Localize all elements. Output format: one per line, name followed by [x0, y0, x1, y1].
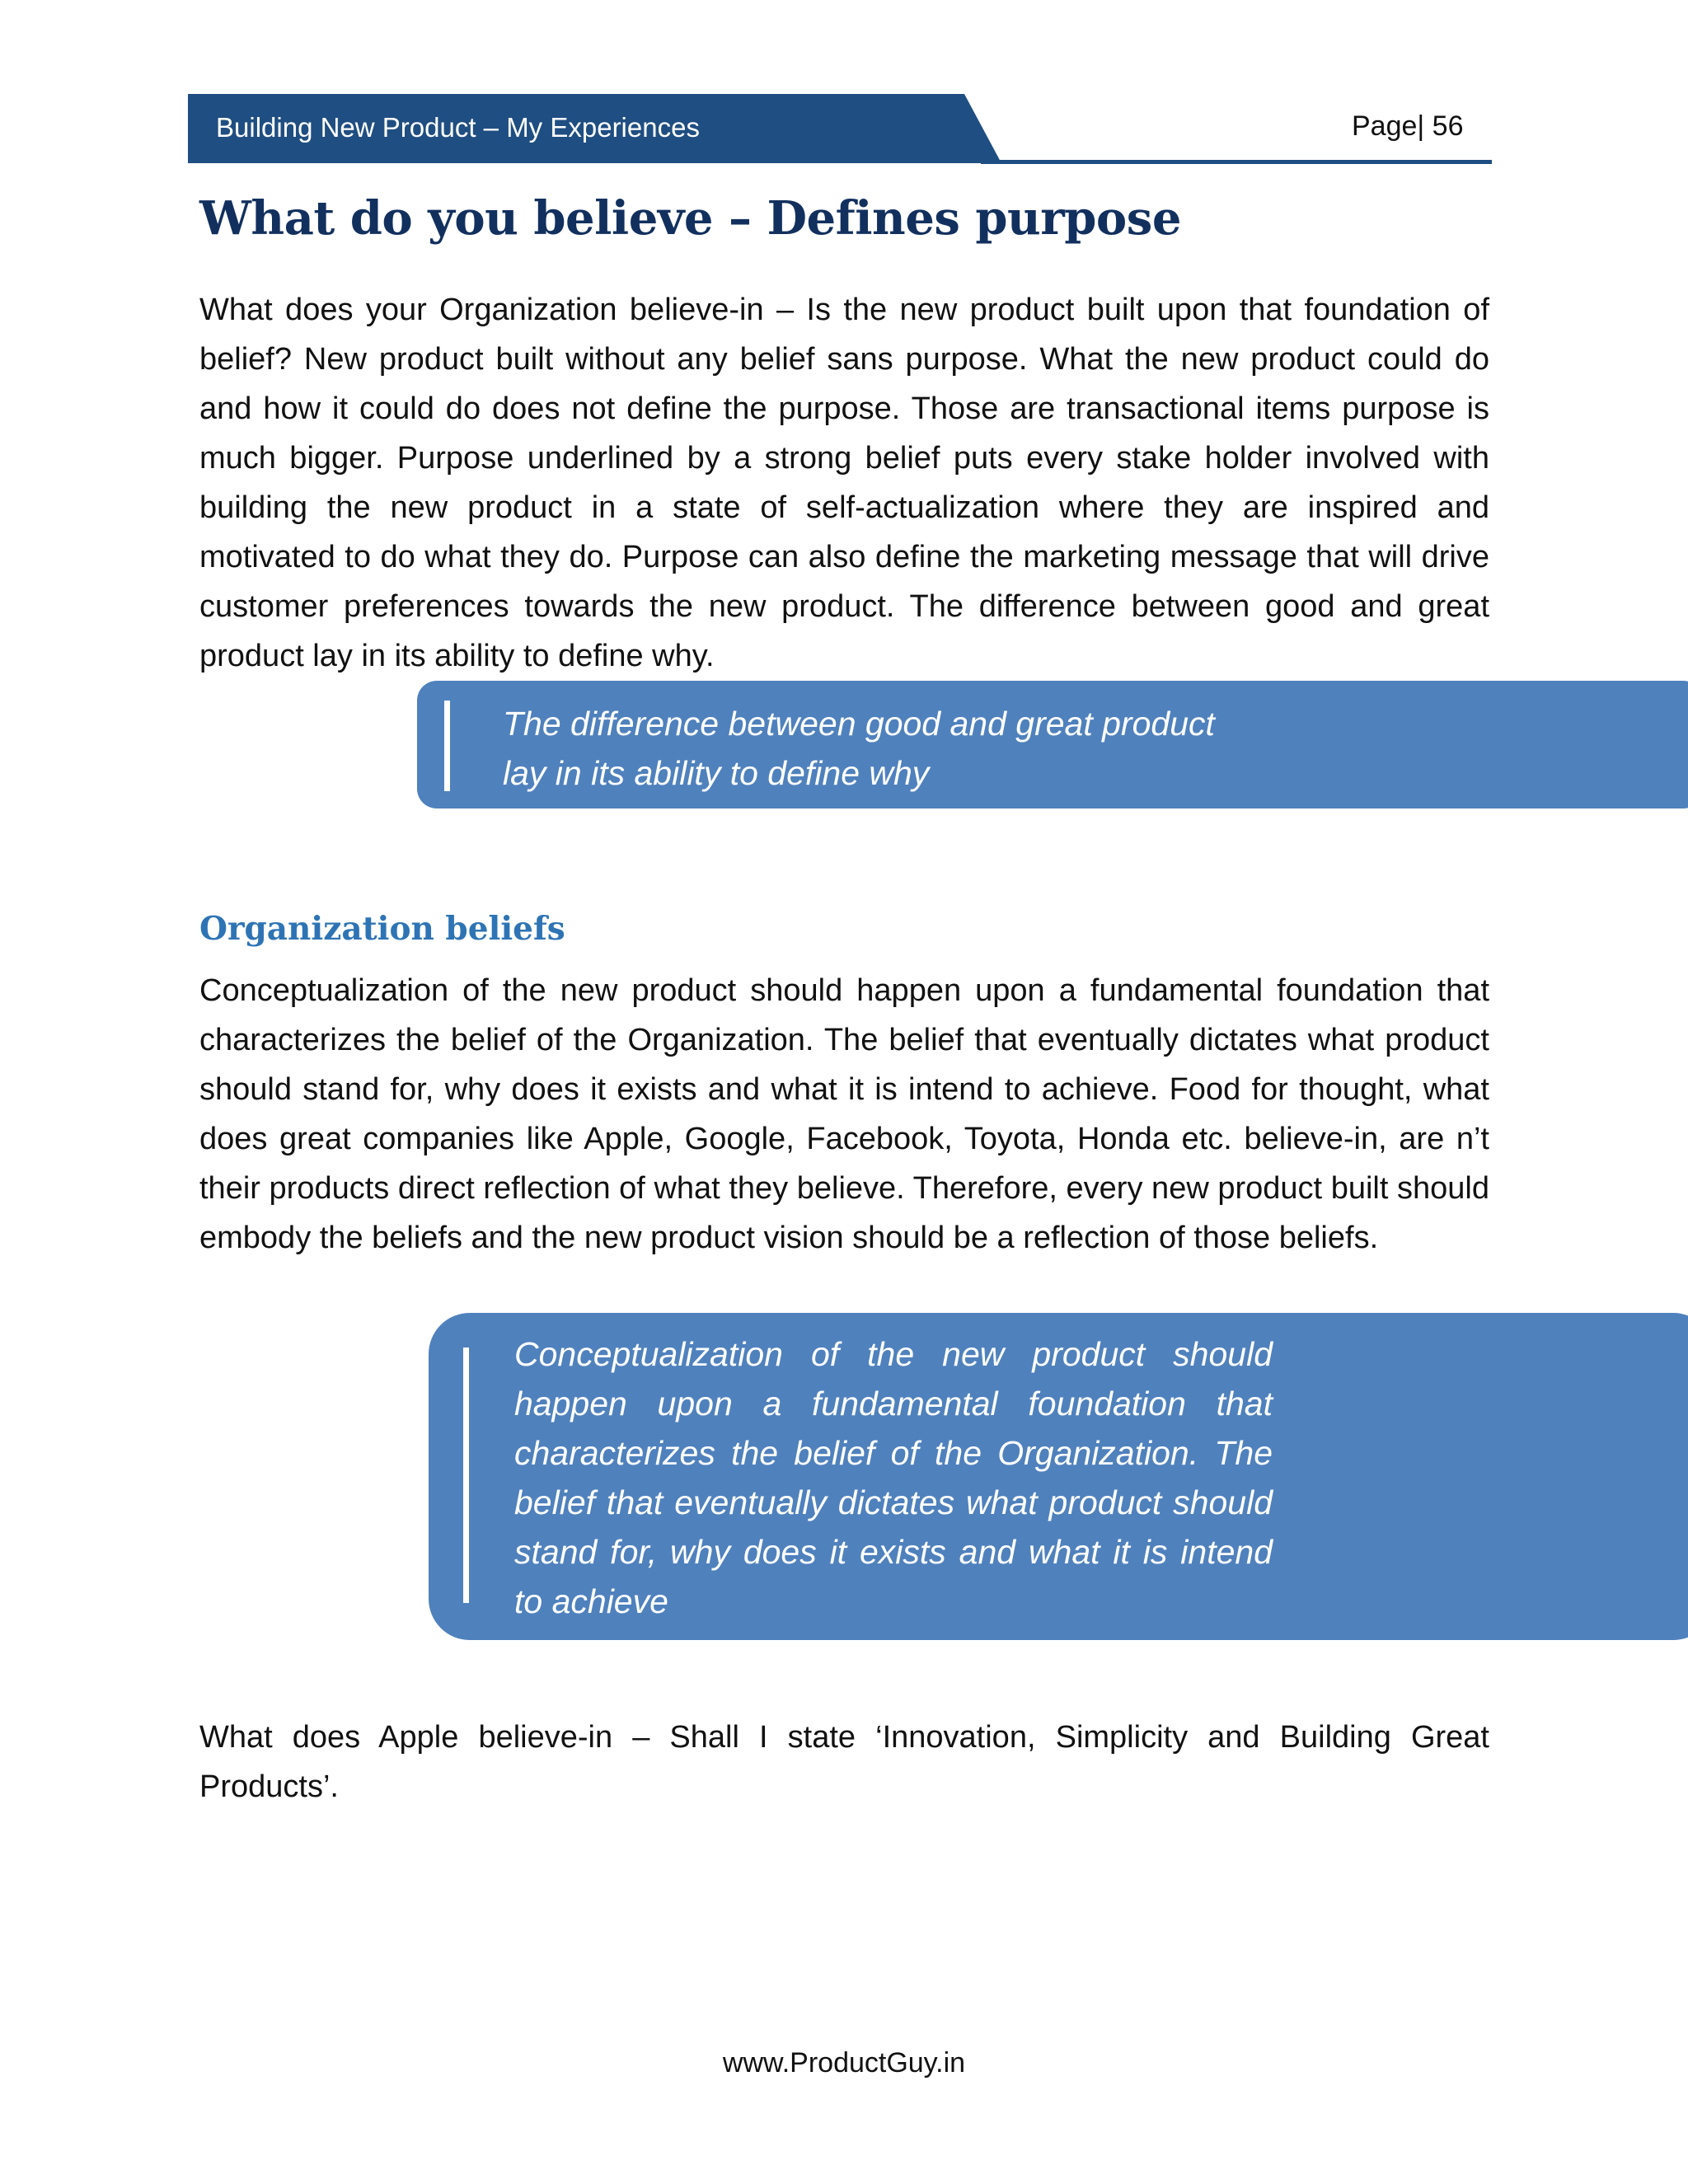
pull-quote [417, 681, 1688, 808]
pull-quote-line: lay in its ability to define why [503, 754, 930, 792]
pull-quote-text: Conceptualization of the new product should happen upon a fundamental foundation that characterizes the belief of the Organization. The belief that eventually dictates what product should stand for, why does it exists and what it is intend to achieve [514, 1335, 1273, 1620]
running-header-title: Building New Product – My Experiences [216, 112, 700, 143]
pull-quote-line: The difference between good and great product [503, 705, 1215, 743]
subsection-heading: Organization beliefs [199, 910, 565, 948]
body-paragraph: What does your Organization believe-in – Is the new product built upon that foundation of belief? New product built without any belief sans purpose. What the new product could do and how it could do does not define the purpose. Those are transactional items purpose is much bigger. Purpose underlined by a strong belief puts every stake holder involved with building the new product in a state of self-actualization where they are inspired and motivated to do what they do. Purpose can also define the marketing message that will drive customer preferences towards the new product. The difference between good and great product lay in its ability to define why. [199, 293, 1489, 673]
page-number: Page| 56 [1352, 110, 1464, 142]
footer-website: www.ProductGuy.in [722, 2047, 966, 2079]
pull-quote-text [503, 699, 1327, 798]
body-paragraph: Conceptualization of the new product should happen upon a fundamental foundation that characterizes the belief of the Organization. The belief that eventually dictates what product should stand for, why does it exists and what it is intend to achieve. Food for thought, what does great companies like Apple, Google, Facebook, Toyota, Honda etc. believe-in, are n’t their products direct reflection of what they believe. Therefore, every new product built should embody the beliefs and the new product vision should be a reflection of those beliefs. [199, 973, 1489, 1255]
quote-bar [463, 1347, 469, 1603]
pull-quote [429, 1313, 1688, 1640]
quote-bar [444, 701, 450, 791]
section-heading: What do you believe – Defines purpose [199, 191, 1181, 246]
header-rule [981, 160, 1492, 164]
body-paragraph: What does Apple believe-in – Shall I state ‘Innovation, Simplicity and Building Great Products’. [199, 1720, 1489, 1804]
